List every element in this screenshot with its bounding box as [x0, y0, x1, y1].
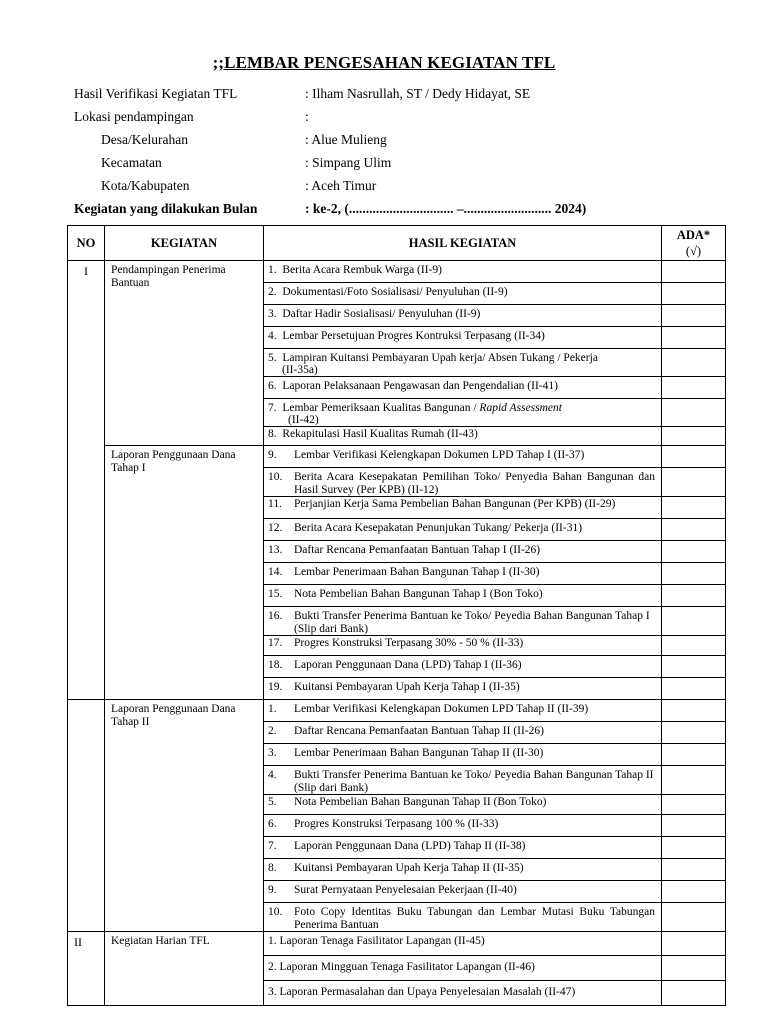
checkbox-cell[interactable] — [662, 349, 726, 377]
item-text: Lembar Penerimaan Bahan Bangunan Tahap I (II-30) — [294, 566, 540, 578]
checkbox-cell[interactable] — [662, 722, 726, 744]
checkbox-cell[interactable] — [662, 932, 726, 956]
item-number: 3. — [268, 747, 277, 759]
item-text: Dokumentasi/Foto Sosialisasi/ Penyuluhan (II-9) — [282, 286, 508, 298]
info-value: : Simpang Ulim — [305, 155, 392, 170]
item-number: 15. — [268, 588, 283, 600]
item-text: Bukti Transfer Penerima Bantuan ke Toko/ Peyedia Bahan Bangunan Tahap I (Slip dari Bank) — [294, 610, 650, 635]
item-number: 4. — [268, 330, 277, 342]
info-value: : — [305, 109, 309, 124]
kegiatan-cell: Laporan Penggunaan Dana Tahap II — [105, 700, 264, 932]
item-text: Lembar Verifikasi Kelengkapan Dokumen LPD Tahap II (II-39) — [294, 703, 589, 715]
info-value: : Alue Mulieng — [305, 132, 387, 147]
document-title: ;;LEMBAR PENGESAHAN KEGIATAN TFL — [212, 53, 556, 72]
checkbox-cell[interactable] — [662, 585, 726, 607]
activity-table — [67, 225, 726, 1006]
checkbox-cell[interactable] — [662, 881, 726, 903]
checkbox-cell[interactable] — [662, 427, 726, 446]
item-text: Daftar Rencana Pemanfaatan Bantuan Tahap II (II-26) — [294, 725, 544, 737]
row-no: I — [68, 261, 105, 700]
checkbox-cell[interactable] — [662, 377, 726, 399]
checkbox-cell[interactable] — [662, 956, 726, 981]
item-number: 8. — [268, 862, 277, 874]
info-value: : Ilham Nasrullah, ST / Dedy Hidayat, SE — [305, 86, 531, 101]
item-number: 10. — [268, 906, 283, 918]
kegiatan-cell: Kegiatan Harian TFL — [105, 932, 264, 1006]
info-label: Desa/Kelurahan — [101, 132, 188, 147]
kegiatan-cell: Laporan Penggunaan Dana Tahap I — [105, 446, 264, 700]
table-row — [68, 932, 726, 956]
item-text: Nota Pembelian Bahan Bangunan Tahap I (Bon Toko) — [294, 588, 543, 600]
table-row — [68, 446, 726, 468]
item-number: 10. — [268, 471, 283, 483]
item-number: 1. — [268, 264, 277, 276]
item-number: 5. — [268, 352, 277, 364]
checkbox-cell[interactable] — [662, 261, 726, 283]
header-hasil: HASIL KEGIATAN — [264, 226, 662, 261]
info-label: Kota/Kabupaten — [101, 178, 190, 193]
item-text-cont: (II-42) — [288, 413, 319, 426]
table-row — [68, 261, 726, 283]
item-text: Kuitansi Pembayaran Upah Kerja Tahap II (II-35) — [294, 862, 524, 874]
checkbox-cell[interactable] — [662, 744, 726, 766]
checkbox-cell[interactable] — [662, 563, 726, 585]
checkbox-cell[interactable] — [662, 859, 726, 881]
item-text: Lembar Pemeriksaan Kualitas Bangunan / — [282, 402, 480, 414]
checkbox-cell[interactable] — [662, 607, 726, 636]
item-number: 7. — [268, 402, 277, 414]
item-number: 2. — [268, 286, 277, 298]
table-header-row — [68, 226, 726, 261]
checkbox-cell[interactable] — [662, 981, 726, 1006]
item-text: Laporan Permasalahan dan Upaya Penyelesaian Masalah (II-47) — [279, 986, 576, 998]
item-number: 9. — [268, 449, 277, 461]
item-number: 6. — [268, 380, 277, 392]
item-number: 6. — [268, 818, 277, 830]
checkbox-cell[interactable] — [662, 656, 726, 678]
item-text: Surat Pernyataan Penyelesaian Pekerjaan (II-40) — [294, 884, 517, 896]
item-number: 16. — [268, 610, 283, 622]
info-label: Hasil Verifikasi Kegiatan TFL — [74, 86, 238, 101]
item-text: Berita Acara Kesepakatan Penunjukan Tukang/ Pekerja (II-31) — [294, 522, 583, 534]
checkbox-cell[interactable] — [662, 678, 726, 700]
item-number: 12. — [268, 522, 283, 534]
header-no: NO — [68, 226, 105, 261]
checkbox-cell[interactable] — [662, 700, 726, 722]
item-number: 3. — [268, 986, 277, 998]
item-text: Laporan Tenaga Fasilitator Lapangan (II-45) — [279, 935, 485, 947]
checkbox-cell[interactable] — [662, 327, 726, 349]
item-number: 2. — [268, 961, 277, 973]
item-text: Progres Konstruksi Terpasang 30% - 50 % (II-33) — [294, 637, 524, 649]
item-text: Daftar Rencana Pemanfaatan Bantuan Tahap I (II-26) — [294, 544, 541, 556]
item-text: Perjanjian Kerja Sama Pembelian Bahan Bangunan (Per KPB) (II-29) — [294, 498, 616, 510]
kegiatan-cell: Pendampingan Penerima Bantuan — [105, 261, 264, 446]
checkbox-cell[interactable] — [662, 283, 726, 305]
table-row — [68, 700, 726, 722]
checkbox-cell[interactable] — [662, 468, 726, 497]
checkbox-cell[interactable] — [662, 446, 726, 468]
item-number: 17. — [268, 637, 283, 649]
item-text: Progres Konstruksi Terpasang 100 % (II-33) — [294, 818, 499, 830]
item-number: 14. — [268, 566, 283, 578]
checkbox-cell[interactable] — [662, 519, 726, 541]
item-text: Laporan Penggunaan Dana (LPD) Tahap I (II-36) — [294, 659, 522, 671]
checkbox-cell[interactable] — [662, 399, 726, 427]
item-text: Rekapitulasi Hasil Kualitas Rumah (II-43) — [282, 428, 478, 440]
item-text: Laporan Penggunaan Dana (LPD) Tahap II (II-38) — [294, 840, 526, 852]
item-number: 9. — [268, 884, 277, 896]
item-number: 2. — [268, 725, 277, 737]
item-number: 18. — [268, 659, 283, 671]
info-label: Kecamatan — [101, 155, 162, 170]
item-text: Laporan Mingguan Tenaga Fasilitator Lapangan (II-46) — [279, 961, 535, 973]
item-text: Lembar Verifikasi Kelengkapan Dokumen LPD Tahap I (II-37) — [294, 449, 585, 461]
item-text: Bukti Transfer Penerima Bantuan ke Toko/ Peyedia Bahan Bangunan Tahap II (Slip dari Bank) — [294, 769, 654, 794]
checkbox-cell[interactable] — [662, 766, 726, 795]
item-number: 1. — [268, 703, 277, 715]
checkbox-cell[interactable] — [662, 795, 726, 815]
item-number: 4. — [268, 769, 277, 781]
item-text: Foto Copy Identitas Buku Tabungan dan Lembar Mutasi Buku Tabungan Penerima Bantuan — [294, 906, 655, 931]
item-text: Kuitansi Pembayaran Upah Kerja Tahap I (II-35) — [294, 681, 520, 693]
header-kegiatan: KEGIATAN — [105, 226, 264, 261]
item-number: 11. — [268, 498, 282, 510]
checkbox-cell[interactable] — [662, 815, 726, 837]
checkbox-cell[interactable] — [662, 497, 726, 519]
item-text: Laporan Pelaksanaan Pengawasan dan Pengendalian (II-41) — [282, 380, 558, 392]
row-no — [68, 700, 105, 932]
item-text-italic: Rapid Assessment — [479, 402, 562, 414]
item-text-cont: (II-35a) — [282, 363, 318, 376]
item-text: Nota Pembelian Bahan Bangunan Tahap II (Bon Toko) — [294, 796, 547, 808]
checkbox-cell[interactable] — [662, 541, 726, 563]
item-number: 5. — [268, 796, 277, 808]
item-number: 3. — [268, 308, 277, 320]
item-number: 19. — [268, 681, 283, 693]
checkbox-cell[interactable] — [662, 636, 726, 656]
info-value: : Aceh Timur — [305, 178, 377, 193]
item-text: Lampiran Kuitansi Pembayaran Upah kerja/ Absen Tukang / Pekerja — [282, 352, 598, 364]
item-number: 8. — [268, 428, 277, 440]
header-ada-mark: (√) — [685, 244, 702, 258]
info-label: Lokasi pendampingan — [74, 109, 194, 124]
header-ada — [662, 226, 726, 261]
item-number: 13. — [268, 544, 283, 556]
checkbox-cell[interactable] — [662, 837, 726, 859]
checkbox-cell[interactable] — [662, 305, 726, 327]
item-text: Lembar Penerimaan Bahan Bangunan Tahap II (II-30) — [294, 747, 544, 759]
item-number: 1. — [268, 935, 277, 947]
row-no: II — [68, 932, 105, 1006]
checkbox-cell[interactable] — [662, 903, 726, 932]
item-text: Berita Acara Kesepakatan Pemilihan Toko/ Penyedia Bahan Bangunan dan Hasil Survey (Per KPB) (II-12) — [294, 471, 655, 496]
header-ada-label: ADA* — [676, 227, 711, 242]
info-label: Kegiatan yang dilakukan Bulan — [74, 201, 258, 216]
item-text: Lembar Persetujuan Progres Kontruksi Terpasang (II-34) — [282, 330, 545, 342]
item-text: Berita Acara Rembuk Warga (II-9) — [282, 264, 442, 276]
item-text: Daftar Hadir Sosialisasi/ Penyuluhan (II-9) — [282, 308, 481, 320]
item-number: 7. — [268, 840, 277, 852]
info-value: : ke-2, (............................... –.......................... 2024) — [305, 201, 587, 216]
